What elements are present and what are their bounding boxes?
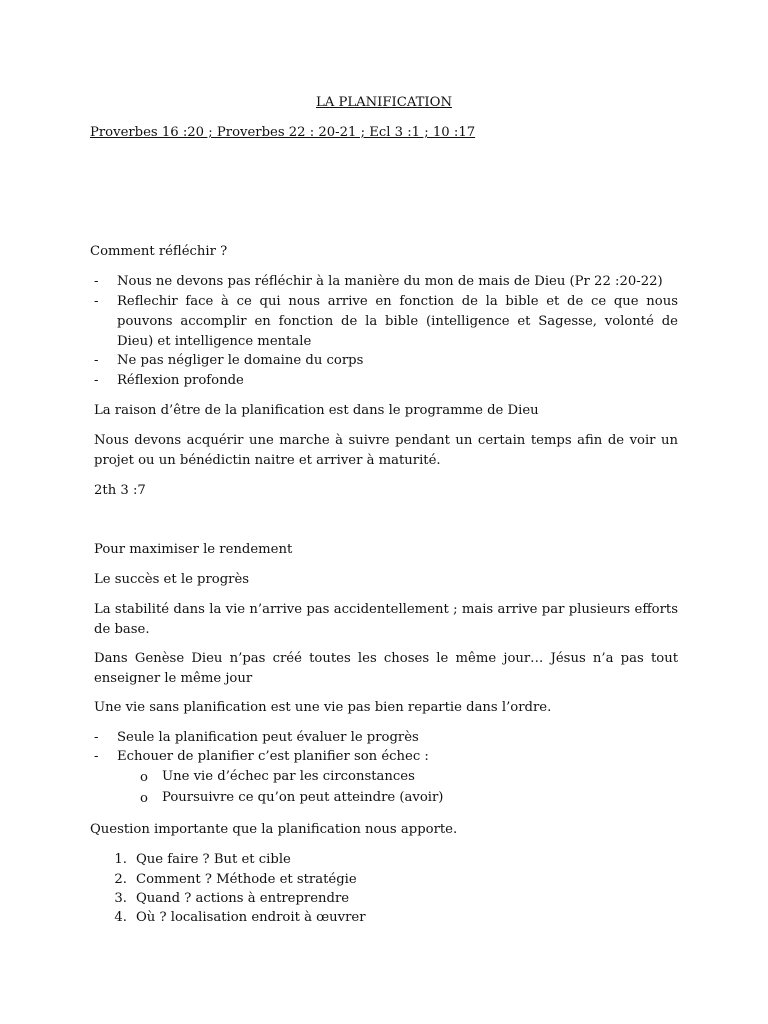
sub-bullet-marker: o xyxy=(140,770,148,785)
paragraph: La stabilité dans la vie n’arrive pas accidentellement ; mais arrive par plusieurs efforts de base. xyxy=(94,602,678,637)
paragraph: Le succès et le progrès xyxy=(94,572,250,587)
paragraph: Pour maximiser le rendement xyxy=(94,542,293,557)
sub-bullet-item: Une vie d’échec par les circonstances xyxy=(162,769,415,784)
bullet-item: Seule la planification peut évaluer le progrès xyxy=(117,730,419,745)
bullet-item: Echouer de planifier c’est planifier son échec : xyxy=(117,749,429,764)
paragraph: Dans Genèse Dieu n’pas créé toutes les choses le même jour… Jésus n’a pas tout enseigner le même jour xyxy=(94,651,678,686)
list-number: 1. xyxy=(114,852,127,867)
bullet-dash: - xyxy=(94,730,99,745)
bullet-item: Reflechir face à ce qui nous arrive en fonction de la bible et de ce que nous pouvons accomplir en fonction de la bible (intelligence et Sagesse, volonté de Dieu) et intelligence mentale xyxy=(117,294,678,349)
bullet-item: Réflexion profonde xyxy=(117,373,244,388)
bullet-dash: - xyxy=(94,274,99,289)
sub-bullet-marker: o xyxy=(140,791,148,806)
heading-comment-reflechir: Comment réfléchir ? xyxy=(90,244,228,259)
numbered-item: Quand ? actions à entreprendre xyxy=(136,891,350,906)
paragraph-question: Question importante que la planification nous apporte. xyxy=(90,822,458,837)
numbered-item: Comment ? Méthode et stratégie xyxy=(136,872,357,887)
bullet-dash: - xyxy=(94,749,99,764)
paragraph: Nous devons acquérir une marche à suivre pendant un certain temps afin de voir un projet ou un bénédictin naitre et arriver à maturité. xyxy=(94,433,678,468)
bullet-dash: - xyxy=(94,373,99,388)
bible-reference: 2th 3 :7 xyxy=(94,483,146,498)
paragraph: Une vie sans planification est une vie pas bien repartie dans l’ordre. xyxy=(94,700,552,715)
bullet-dash: - xyxy=(94,353,99,368)
numbered-item: Que faire ? But et cible xyxy=(136,852,291,867)
list-number: 2. xyxy=(114,872,127,887)
paragraph: La raison d’être de la planification est dans le programme de Dieu xyxy=(94,403,539,418)
bullet-item: Nous ne devons pas réfléchir à la manière du mon de mais de Dieu (Pr 22 :20-22) xyxy=(117,274,663,289)
bullet-item: Ne pas négliger le domaine du corps xyxy=(117,353,364,368)
list-number: 4. xyxy=(114,910,127,925)
list-number: 3. xyxy=(114,891,127,906)
document-title: LA PLANIFICATION xyxy=(316,95,452,110)
numbered-item: Où ? localisation endroit à œuvrer xyxy=(136,910,366,925)
scripture-references: Proverbes 16 :20 ; Proverbes 22 : 20-21 ; Ecl 3 :1 ; 10 :17 xyxy=(90,125,476,140)
sub-bullet-item: Poursuivre ce qu’on peut atteindre (avoir) xyxy=(162,790,444,805)
bullet-dash: - xyxy=(94,294,99,309)
